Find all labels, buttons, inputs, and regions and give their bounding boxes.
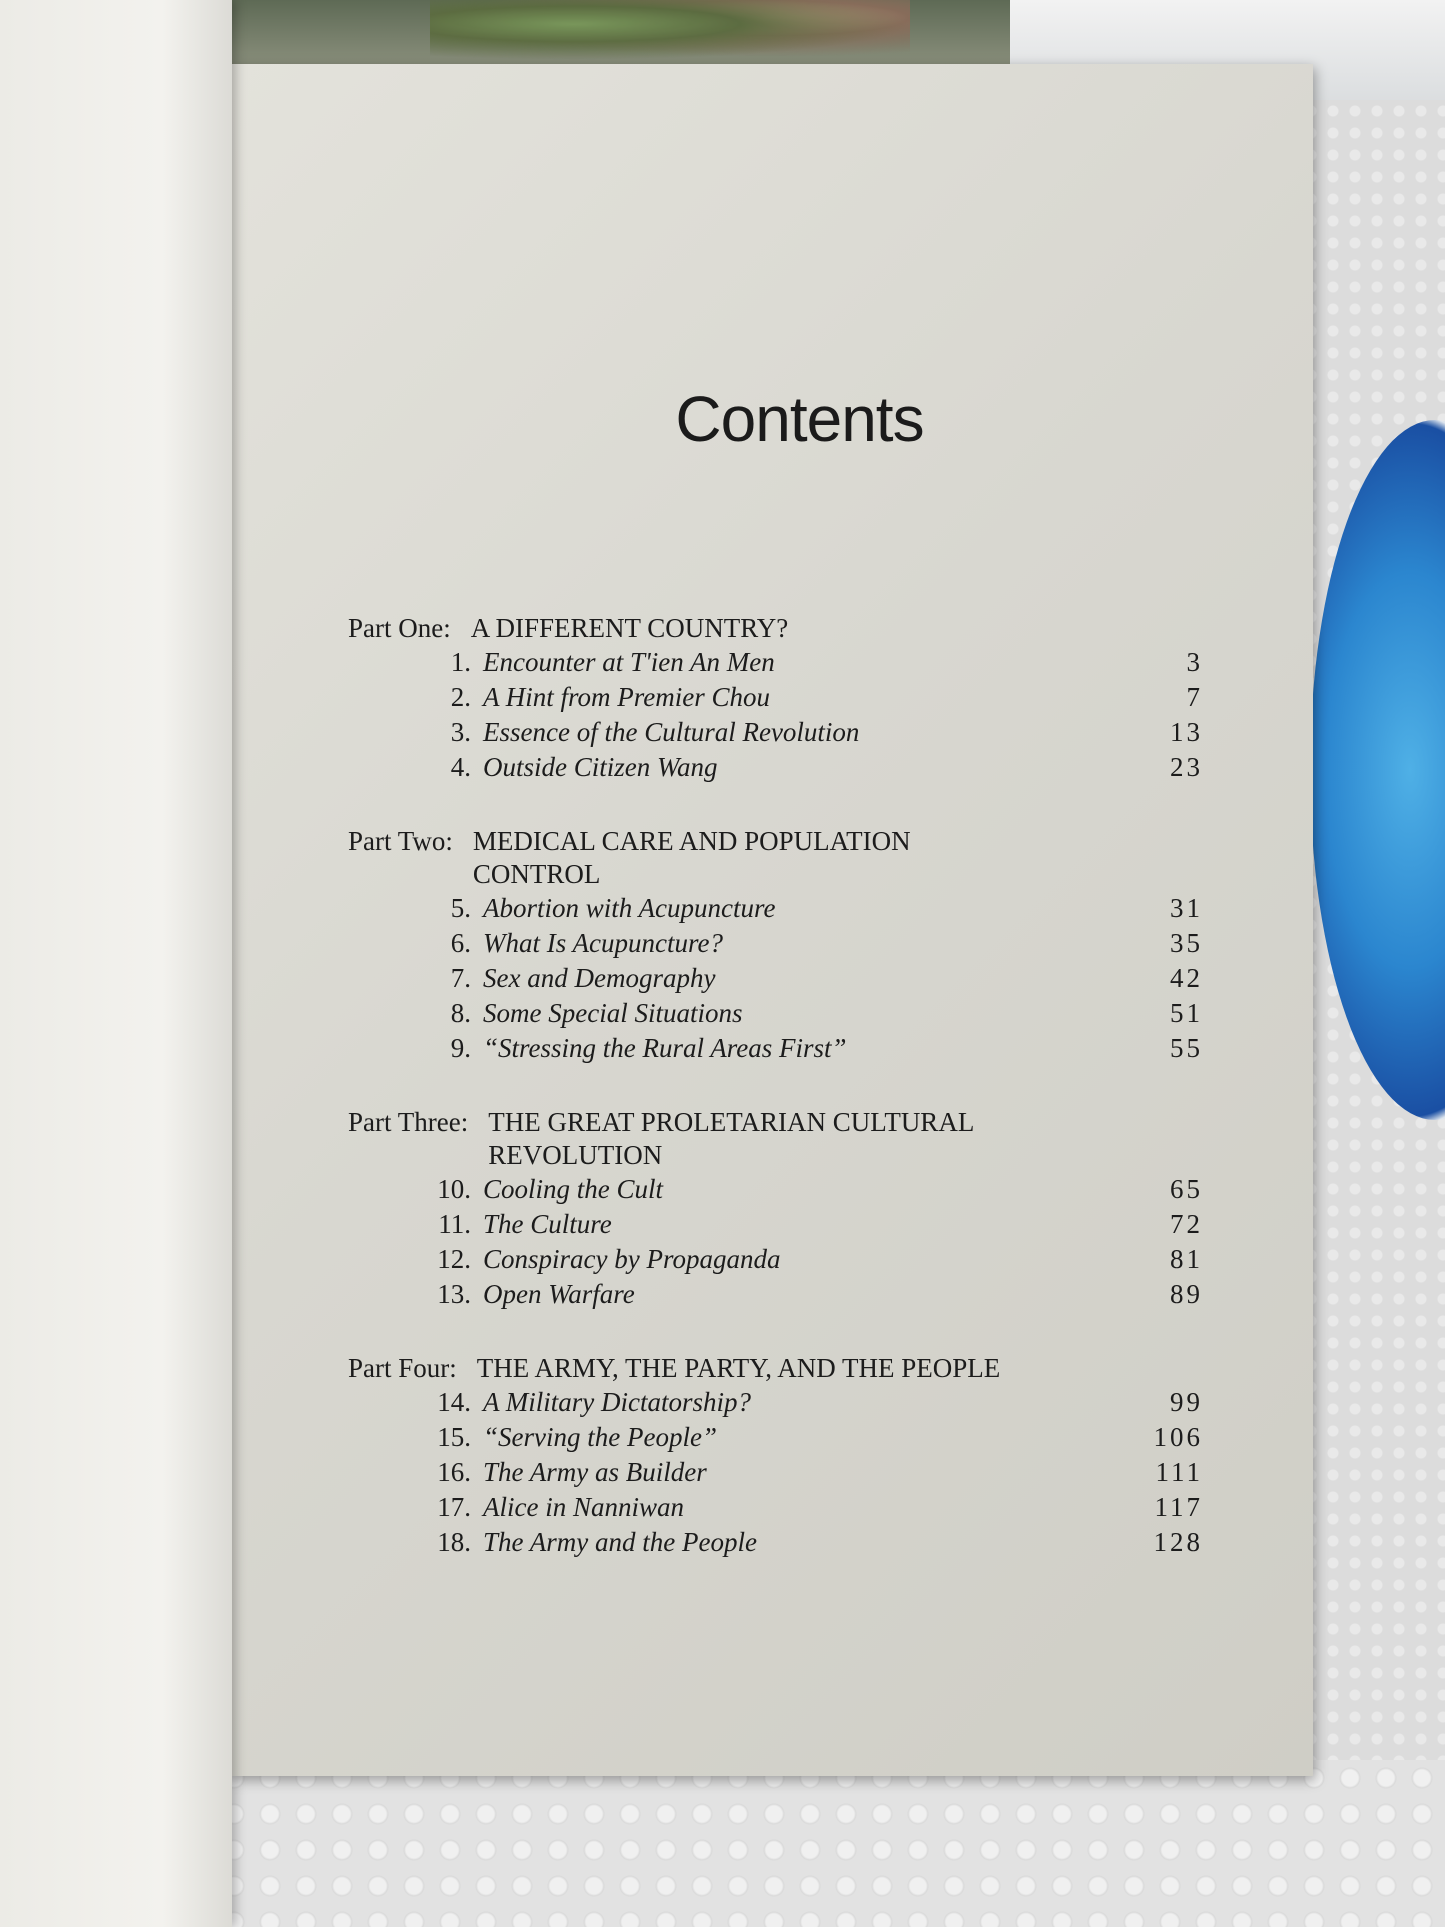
page-number: 99 (1170, 1387, 1203, 1417)
page-number: 81 (1170, 1244, 1203, 1274)
page-number: 23 (1170, 752, 1203, 782)
potted-plant (430, 0, 910, 60)
toc-part (348, 825, 1203, 1066)
toc-entry (348, 750, 1203, 785)
page-number: 128 (1153, 1527, 1203, 1557)
toc-entry (348, 891, 1203, 926)
toc-entry (348, 1031, 1203, 1066)
chapter-number: 15. (437, 1422, 471, 1452)
chapter-number: 9. (450, 1033, 471, 1063)
part-label: Part Four: (348, 1353, 457, 1383)
toc-entry (348, 715, 1203, 750)
part-heading (348, 1106, 1203, 1172)
part-label: Part One: (348, 613, 451, 643)
textured-mat-bottom (180, 1760, 1445, 1927)
chapter-title: A Military Dictatorship? (483, 1387, 751, 1417)
chapter-title: Sex and Demography (483, 963, 716, 993)
page-number: 72 (1170, 1209, 1203, 1239)
toc-entry (348, 996, 1203, 1031)
part-title: MEDICAL CARE AND POPULATION CONTROL (472, 826, 911, 889)
part-label: Part Two: (348, 826, 453, 856)
chapter-title: Open Warfare (483, 1279, 635, 1309)
part-heading (348, 612, 1203, 645)
toc-entry (348, 926, 1203, 961)
chapter-title: Encounter at T'ien An Men (483, 647, 775, 677)
page-title: Contents (675, 383, 924, 455)
page-number: 51 (1170, 998, 1203, 1028)
chapter-number: 4. (450, 752, 471, 782)
page-number: 7 (1186, 682, 1203, 712)
page-number: 55 (1170, 1033, 1203, 1063)
toc-part (348, 1106, 1203, 1312)
toc-entry (348, 1277, 1203, 1312)
part-label: Part Three: (348, 1107, 469, 1137)
toc-entry (348, 1490, 1203, 1525)
page-number: 42 (1170, 963, 1203, 993)
chapter-title: A Hint from Premier Chou (483, 682, 770, 712)
page-number: 31 (1170, 893, 1203, 923)
part-title: A DIFFERENT COUNTRY? (470, 613, 789, 643)
chapter-title: The Army as Builder (483, 1457, 707, 1487)
page-number: 35 (1170, 928, 1203, 958)
chapter-title: Cooling the Cult (483, 1174, 664, 1204)
chapter-title: The Army and the People (483, 1527, 757, 1557)
toc-entry (348, 961, 1203, 996)
toc-entry (348, 1242, 1203, 1277)
chapter-title: Essence of the Cultural Revolution (483, 717, 860, 747)
chapter-number: 3. (450, 717, 471, 747)
chapter-number: 6. (450, 928, 471, 958)
toc-part (348, 1352, 1203, 1560)
part-heading (348, 825, 1203, 891)
chapter-title: What Is Acupuncture? (483, 928, 723, 958)
toc-entry (348, 1172, 1203, 1207)
chapter-number: 18. (437, 1527, 471, 1557)
page-number: 65 (1170, 1174, 1203, 1204)
part-heading (348, 1352, 1203, 1385)
chapter-title: “Stressing the Rural Areas First” (483, 1033, 847, 1063)
chapter-number: 2. (450, 682, 471, 712)
chapter-number: 13. (437, 1279, 471, 1309)
chapter-title: The Culture (483, 1209, 612, 1239)
page-number: 13 (1170, 717, 1203, 747)
page-number: 106 (1153, 1422, 1203, 1452)
page-number: 117 (1154, 1492, 1203, 1522)
toc-entry (348, 1420, 1203, 1455)
toc-entry (348, 1385, 1203, 1420)
page-number: 3 (1186, 647, 1203, 677)
chapter-number: 14. (437, 1387, 471, 1417)
chapter-title: Alice in Nanniwan (483, 1492, 684, 1522)
toc-entry (348, 645, 1203, 680)
toc-part (348, 612, 1203, 785)
chapter-number: 12. (437, 1244, 471, 1274)
chapter-number: 7. (450, 963, 471, 993)
toc-entry (348, 1455, 1203, 1490)
page-number: 111 (1155, 1457, 1203, 1487)
chapter-number: 1. (450, 647, 471, 677)
toc-entry (348, 680, 1203, 715)
chapter-number: 11. (438, 1209, 471, 1239)
chapter-number: 17. (437, 1492, 471, 1522)
left-book-page (0, 0, 232, 1927)
chapter-title: “Serving the People” (483, 1422, 717, 1452)
chapter-number: 8. (450, 998, 471, 1028)
part-title: THE GREAT PROLETARIAN CULTURAL REVOLUTION (488, 1107, 974, 1170)
chapter-number: 16. (437, 1457, 471, 1487)
toc-entry (348, 1525, 1203, 1560)
table-of-contents (348, 612, 1203, 1600)
chapter-number: 5. (450, 893, 471, 923)
part-title: THE ARMY, THE PARTY, AND THE PEOPLE (476, 1353, 1001, 1383)
chapter-title: Outside Citizen Wang (483, 752, 718, 782)
toc-entry (348, 1207, 1203, 1242)
chapter-title: Abortion with Acupuncture (483, 893, 776, 923)
chapter-title: Some Special Situations (483, 998, 743, 1028)
page-number: 89 (1170, 1279, 1203, 1309)
chapter-number: 10. (437, 1174, 471, 1204)
contents-page (228, 64, 1313, 1776)
chapter-title: Conspiracy by Propaganda (483, 1244, 781, 1274)
